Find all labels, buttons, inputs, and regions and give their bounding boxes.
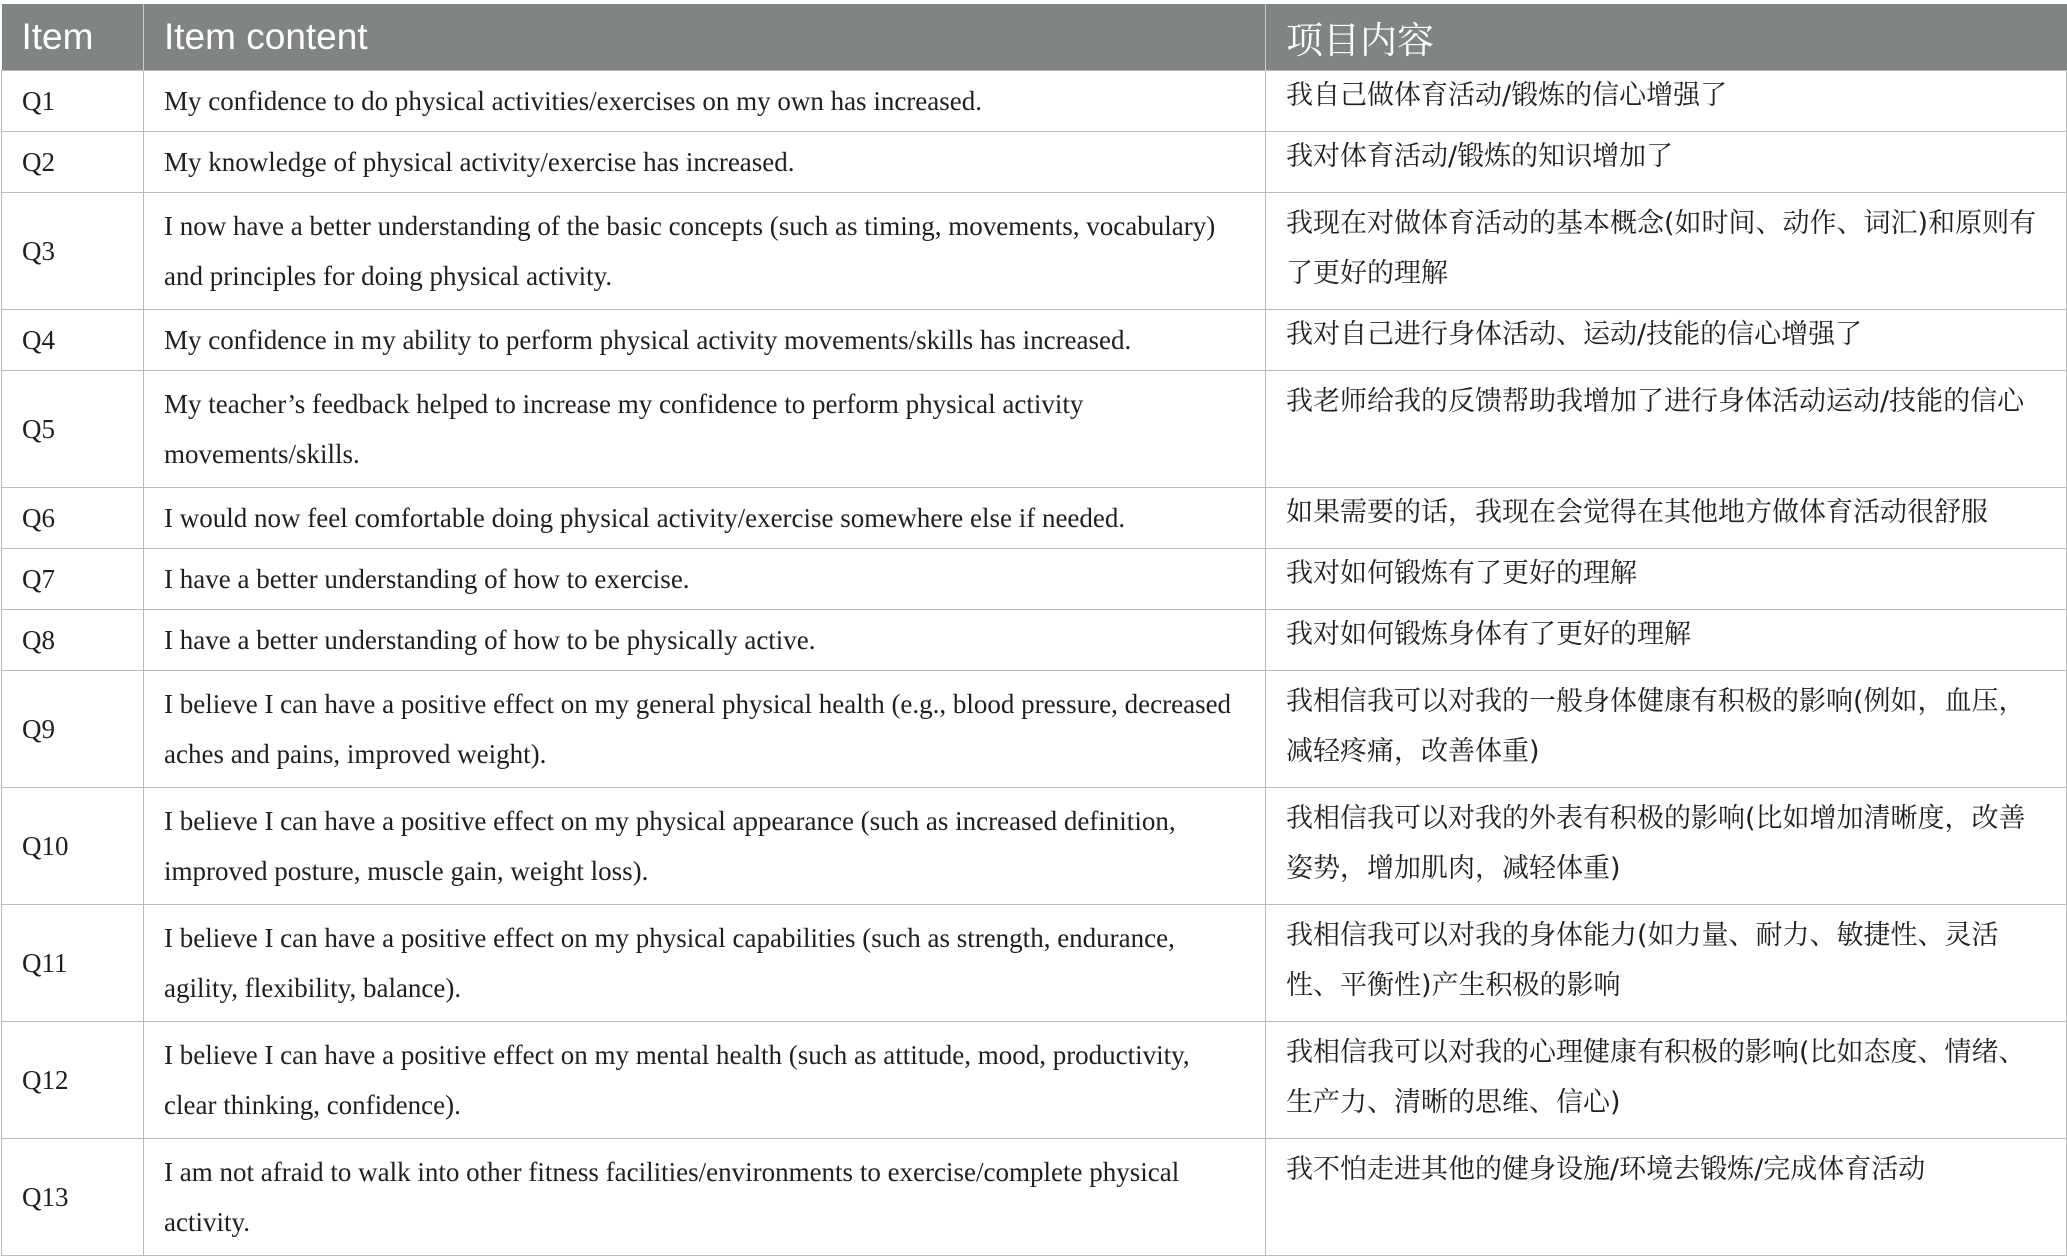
header-row (2, 4, 2067, 71)
item-text-en: I believe I can have a positive effect on my mental health (such as attitude, mood, productivity, clear thinking, confidence). (144, 1022, 1266, 1139)
item-text-en: My teacher’s feedback helped to increase my confidence to perform physical activity movements/skills. (144, 371, 1266, 488)
item-id: Q8 (2, 610, 144, 671)
items-table (1, 4, 2067, 1256)
item-id: Q4 (2, 310, 144, 371)
item-id: Q13 (2, 1139, 144, 1256)
item-id: Q10 (2, 788, 144, 905)
table-row (2, 610, 2067, 671)
item-id: Q1 (2, 71, 144, 132)
item-id: Q2 (2, 132, 144, 193)
item-text-en: I believe I can have a positive effect on my physical appearance (such as increased definition, improved posture, muscle gain, weight loss). (144, 788, 1266, 905)
table-row (2, 310, 2067, 371)
item-text-zh: 我对如何锻炼有了更好的理解 (1266, 549, 2067, 610)
item-id: Q6 (2, 488, 144, 549)
table-row (2, 193, 2067, 310)
table-row (2, 905, 2067, 1022)
item-text-en: My confidence to do physical activities/exercises on my own has increased. (144, 71, 1266, 132)
item-id: Q3 (2, 193, 144, 310)
item-text-en: I believe I can have a positive effect on my general physical health (e.g., blood pressure, decreased aches and pains, improved weight). (144, 671, 1266, 788)
item-id: Q7 (2, 549, 144, 610)
table-row (2, 1022, 2067, 1139)
item-text-en: I have a better understanding of how to exercise. (144, 549, 1266, 610)
item-text-zh: 我相信我可以对我的心理健康有积极的影响(比如态度、情绪、生产力、清晰的思维、信心) (1266, 1022, 2067, 1139)
item-text-zh: 我老师给我的反馈帮助我增加了进行身体活动运动/技能的信心 (1266, 371, 2067, 488)
item-text-en: I believe I can have a positive effect on my physical capabilities (such as strength, endurance, agility, flexibility, balance). (144, 905, 1266, 1022)
item-text-zh: 我现在对做体育活动的基本概念(如时间、动作、词汇)和原则有了更好的理解 (1266, 193, 2067, 310)
table-row (2, 788, 2067, 905)
item-text-zh: 如果需要的话，我现在会觉得在其他地方做体育活动很舒服 (1266, 488, 2067, 549)
header-item-content-zh: 项目内容 (1266, 4, 2067, 71)
table-row (2, 671, 2067, 788)
table-row (2, 132, 2067, 193)
table-row (2, 549, 2067, 610)
item-id: Q5 (2, 371, 144, 488)
item-id: Q12 (2, 1022, 144, 1139)
item-text-zh: 我对自己进行身体活动、运动/技能的信心增强了 (1266, 310, 2067, 371)
item-text-zh: 我对如何锻炼身体有了更好的理解 (1266, 610, 2067, 671)
item-text-zh: 我相信我可以对我的身体能力(如力量、耐力、敏捷性、灵活性、平衡性)产生积极的影响 (1266, 905, 2067, 1022)
item-text-en: I have a better understanding of how to be physically active. (144, 610, 1266, 671)
table-row (2, 1139, 2067, 1256)
item-text-zh: 我相信我可以对我的外表有积极的影响(比如增加清晰度，改善姿势，增加肌肉，减轻体重) (1266, 788, 2067, 905)
item-text-zh: 我自己做体育活动/锻炼的信心增强了 (1266, 71, 2067, 132)
item-id: Q9 (2, 671, 144, 788)
header-item: Item (2, 4, 144, 71)
table-row (2, 371, 2067, 488)
item-text-en: I now have a better understanding of the basic concepts (such as timing, movements, vocabulary) and principles for doing physical activity. (144, 193, 1266, 310)
item-id: Q11 (2, 905, 144, 1022)
item-text-zh: 我对体育活动/锻炼的知识增加了 (1266, 132, 2067, 193)
table-row (2, 488, 2067, 549)
item-text-en: My confidence in my ability to perform physical activity movements/skills has increased. (144, 310, 1266, 371)
item-text-zh: 我不怕走进其他的健身设施/环境去锻炼/完成体育活动 (1266, 1139, 2067, 1256)
item-text-en: My knowledge of physical activity/exercise has increased. (144, 132, 1266, 193)
header-item-content: Item content (144, 4, 1266, 71)
item-text-en: I am not afraid to walk into other fitness facilities/environments to exercise/complete physical activity. (144, 1139, 1266, 1256)
table-row (2, 71, 2067, 132)
item-text-en: I would now feel comfortable doing physical activity/exercise somewhere else if needed. (144, 488, 1266, 549)
item-text-zh: 我相信我可以对我的一般身体健康有积极的影响(例如，血压，减轻疼痛，改善体重) (1266, 671, 2067, 788)
